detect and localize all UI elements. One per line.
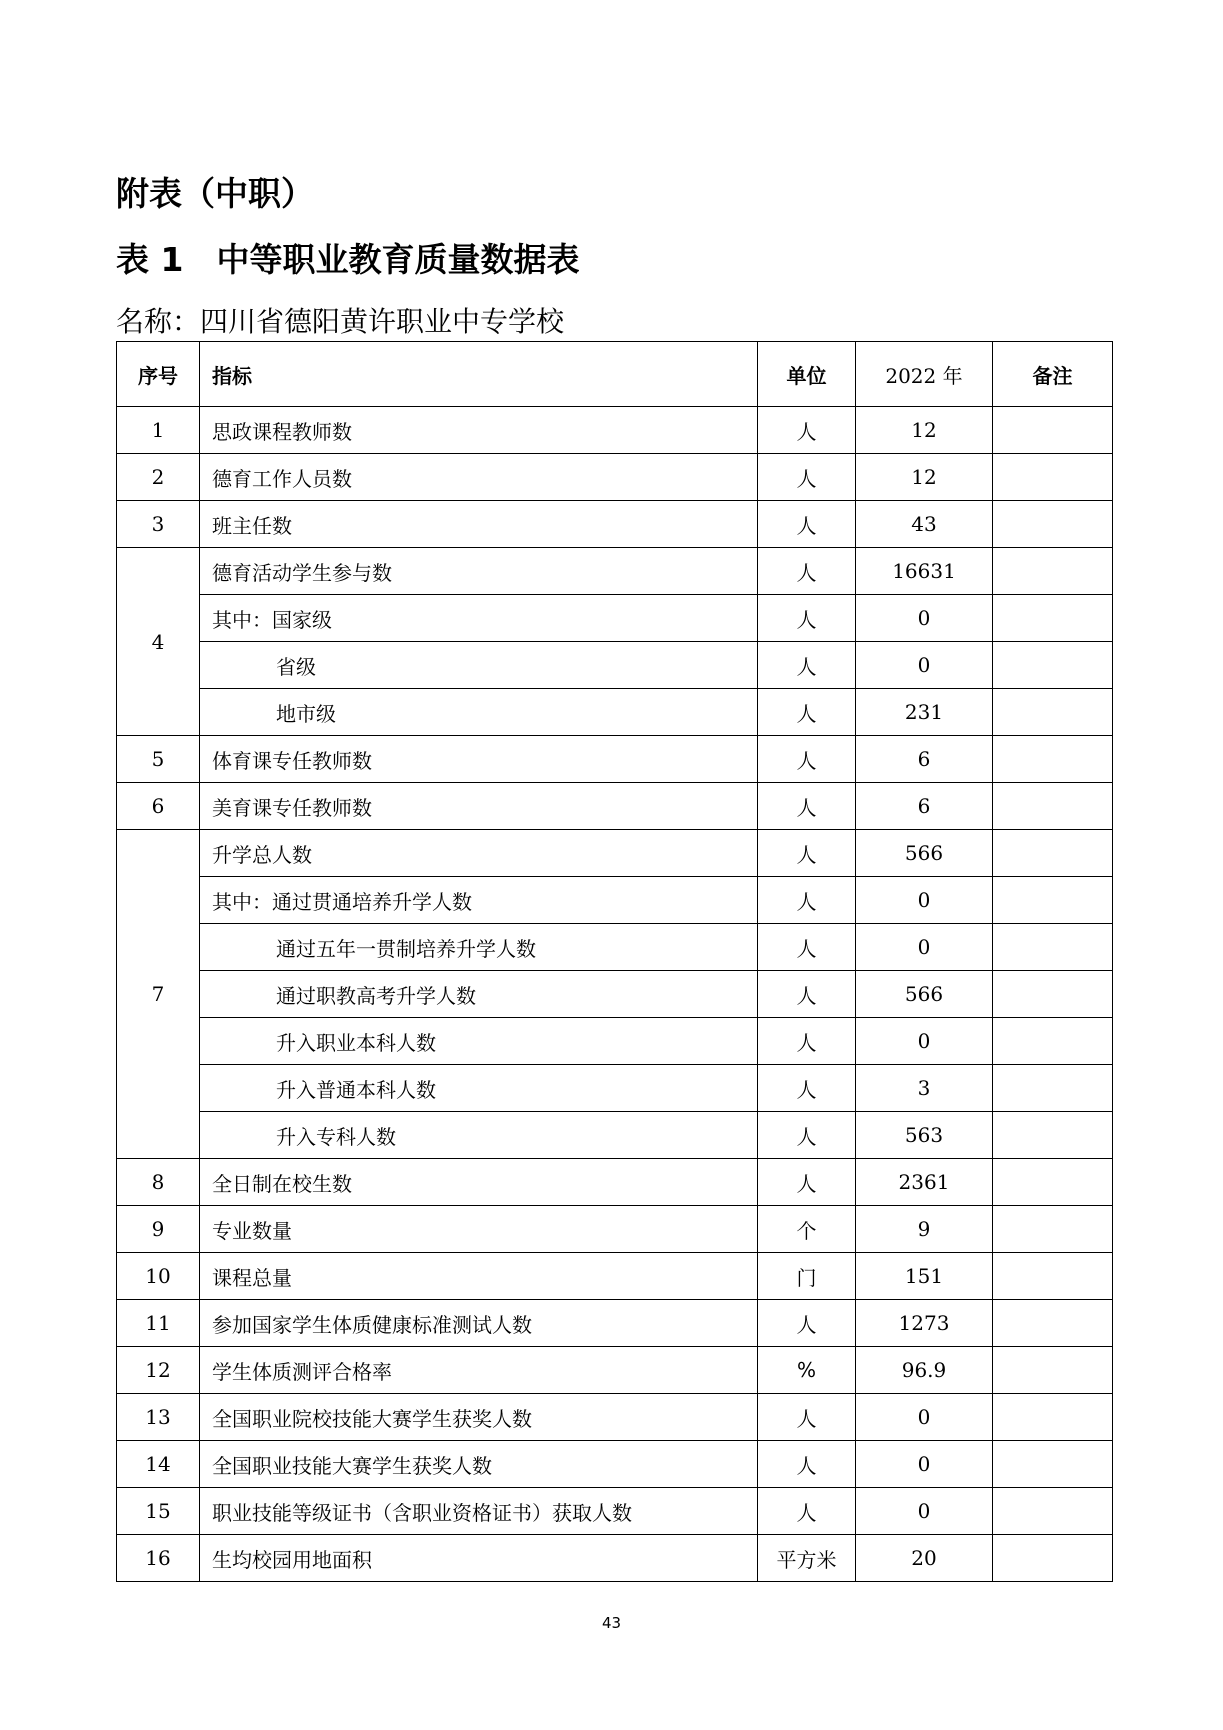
table-row	[117, 1018, 1113, 1065]
cell-note	[993, 1441, 1113, 1488]
table-row	[117, 783, 1113, 830]
cell-indicator: 其中：通过贯通培养升学人数	[200, 877, 758, 924]
cell-no: 14	[117, 1441, 200, 1488]
cell-value: 3	[856, 1065, 993, 1112]
table-row	[117, 1394, 1113, 1441]
table-title: 表 1 中等职业教育质量数据表	[116, 240, 580, 279]
cell-unit: 人	[758, 1018, 856, 1065]
table-row	[117, 1535, 1113, 1582]
cell-no: 7	[117, 830, 200, 1159]
cell-note	[993, 595, 1113, 642]
cell-no: 9	[117, 1206, 200, 1253]
cell-note	[993, 736, 1113, 783]
cell-unit: 人	[758, 1441, 856, 1488]
cell-note	[993, 783, 1113, 830]
cell-indicator: 其中：国家级	[200, 595, 758, 642]
table-row	[117, 1441, 1113, 1488]
cell-note	[993, 1535, 1113, 1582]
cell-value: 96.9	[856, 1347, 993, 1394]
cell-value: 0	[856, 642, 993, 689]
table-row	[117, 877, 1113, 924]
cell-value: 0	[856, 1441, 993, 1488]
cell-no: 11	[117, 1300, 200, 1347]
cell-value: 566	[856, 830, 993, 877]
header-indicator: 指标	[200, 342, 758, 407]
cell-note	[993, 548, 1113, 595]
cell-note	[993, 1206, 1113, 1253]
table-header-row	[117, 342, 1113, 407]
cell-value: 12	[856, 407, 993, 454]
cell-value: 20	[856, 1535, 993, 1582]
cell-indicator: 德育工作人员数	[200, 454, 758, 501]
cell-value: 0	[856, 924, 993, 971]
cell-unit: 人	[758, 924, 856, 971]
cell-no: 5	[117, 736, 200, 783]
cell-unit: 人	[758, 783, 856, 830]
cell-note	[993, 1159, 1113, 1206]
cell-indicator: 全国职业技能大赛学生获奖人数	[200, 1441, 758, 1488]
cell-no: 13	[117, 1394, 200, 1441]
table-row	[117, 1206, 1113, 1253]
cell-indicator: 省级	[200, 642, 758, 689]
table-row	[117, 1488, 1113, 1535]
cell-unit: 人	[758, 971, 856, 1018]
cell-indicator: 升入普通本科人数	[200, 1065, 758, 1112]
cell-note	[993, 830, 1113, 877]
header-unit: 单位	[758, 342, 856, 407]
cell-note	[993, 501, 1113, 548]
cell-note	[993, 924, 1113, 971]
table-row	[117, 1065, 1113, 1112]
cell-note	[993, 971, 1113, 1018]
cell-no: 4	[117, 548, 200, 736]
page-heading: 附表（中职）	[116, 174, 314, 213]
cell-indicator: 通过职教高考升学人数	[200, 971, 758, 1018]
cell-value: 9	[856, 1206, 993, 1253]
table-row	[117, 548, 1113, 595]
cell-unit: 人	[758, 548, 856, 595]
table-row	[117, 642, 1113, 689]
cell-value: 6	[856, 783, 993, 830]
cell-indicator: 全国职业院校技能大赛学生获奖人数	[200, 1394, 758, 1441]
cell-no: 12	[117, 1347, 200, 1394]
cell-unit: 人	[758, 407, 856, 454]
table-row	[117, 595, 1113, 642]
cell-no: 10	[117, 1253, 200, 1300]
cell-unit: 个	[758, 1206, 856, 1253]
cell-unit: 人	[758, 595, 856, 642]
cell-unit: 人	[758, 877, 856, 924]
cell-unit: 人	[758, 501, 856, 548]
cell-indicator: 职业技能等级证书（含职业资格证书）获取人数	[200, 1488, 758, 1535]
table-row	[117, 1300, 1113, 1347]
cell-value: 2361	[856, 1159, 993, 1206]
cell-note	[993, 877, 1113, 924]
cell-value: 1273	[856, 1300, 993, 1347]
table-row	[117, 971, 1113, 1018]
cell-note	[993, 1112, 1113, 1159]
cell-no: 16	[117, 1535, 200, 1582]
cell-indicator: 班主任数	[200, 501, 758, 548]
cell-note	[993, 454, 1113, 501]
cell-value: 151	[856, 1253, 993, 1300]
cell-no: 2	[117, 454, 200, 501]
cell-value: 43	[856, 501, 993, 548]
cell-unit: 人	[758, 1112, 856, 1159]
cell-unit: 人	[758, 736, 856, 783]
cell-no: 3	[117, 501, 200, 548]
cell-unit: 人	[758, 689, 856, 736]
header-no: 序号	[117, 342, 200, 407]
cell-value: 0	[856, 595, 993, 642]
org-name: 名称：四川省德阳黄许职业中专学校	[116, 305, 565, 338]
cell-note	[993, 1347, 1113, 1394]
cell-unit: 门	[758, 1253, 856, 1300]
cell-no: 8	[117, 1159, 200, 1206]
table-row	[117, 454, 1113, 501]
cell-indicator: 地市级	[200, 689, 758, 736]
cell-no: 15	[117, 1488, 200, 1535]
cell-unit: 人	[758, 642, 856, 689]
cell-indicator: 升入职业本科人数	[200, 1018, 758, 1065]
cell-unit: 人	[758, 1394, 856, 1441]
cell-unit: 人	[758, 1300, 856, 1347]
cell-indicator: 生均校园用地面积	[200, 1535, 758, 1582]
cell-value: 6	[856, 736, 993, 783]
cell-value: 16631	[856, 548, 993, 595]
cell-note	[993, 1253, 1113, 1300]
cell-note	[993, 1488, 1113, 1535]
table-row	[117, 689, 1113, 736]
header-year: 2022 年	[856, 342, 993, 407]
cell-unit: 人	[758, 1159, 856, 1206]
cell-note	[993, 1018, 1113, 1065]
cell-indicator: 专业数量	[200, 1206, 758, 1253]
cell-indicator: 美育课专任教师数	[200, 783, 758, 830]
cell-unit: 人	[758, 1488, 856, 1535]
table-row	[117, 736, 1113, 783]
quality-data-table	[116, 341, 1113, 1582]
cell-no: 1	[117, 407, 200, 454]
cell-indicator: 德育活动学生参与数	[200, 548, 758, 595]
cell-indicator: 通过五年一贯制培养升学人数	[200, 924, 758, 971]
cell-note	[993, 407, 1113, 454]
cell-indicator: 升入专科人数	[200, 1112, 758, 1159]
cell-value: 563	[856, 1112, 993, 1159]
cell-indicator: 课程总量	[200, 1253, 758, 1300]
cell-indicator: 思政课程教师数	[200, 407, 758, 454]
cell-indicator: 学生体质测评合格率	[200, 1347, 758, 1394]
table-row	[117, 407, 1113, 454]
cell-value: 231	[856, 689, 993, 736]
cell-no: 6	[117, 783, 200, 830]
table-row	[117, 924, 1113, 971]
page-number: 43	[601, 1614, 622, 1632]
cell-unit: 人	[758, 830, 856, 877]
cell-note	[993, 1300, 1113, 1347]
cell-value: 12	[856, 454, 993, 501]
cell-value: 0	[856, 1488, 993, 1535]
table-row	[117, 501, 1113, 548]
cell-note	[993, 1065, 1113, 1112]
header-note: 备注	[993, 342, 1113, 407]
cell-note	[993, 642, 1113, 689]
cell-unit: 人	[758, 1065, 856, 1112]
table-row	[117, 1159, 1113, 1206]
table-row	[117, 1347, 1113, 1394]
cell-value: 0	[856, 1394, 993, 1441]
cell-unit: %	[758, 1347, 856, 1394]
cell-unit: 平方米	[758, 1535, 856, 1582]
cell-value: 0	[856, 877, 993, 924]
cell-note	[993, 689, 1113, 736]
cell-value: 566	[856, 971, 993, 1018]
table-row	[117, 1112, 1113, 1159]
cell-indicator: 全日制在校生数	[200, 1159, 758, 1206]
table-row	[117, 1253, 1113, 1300]
cell-value: 0	[856, 1018, 993, 1065]
cell-unit: 人	[758, 454, 856, 501]
cell-indicator: 参加国家学生体质健康标准测试人数	[200, 1300, 758, 1347]
table-row	[117, 830, 1113, 877]
cell-note	[993, 1394, 1113, 1441]
cell-indicator: 体育课专任教师数	[200, 736, 758, 783]
cell-indicator: 升学总人数	[200, 830, 758, 877]
